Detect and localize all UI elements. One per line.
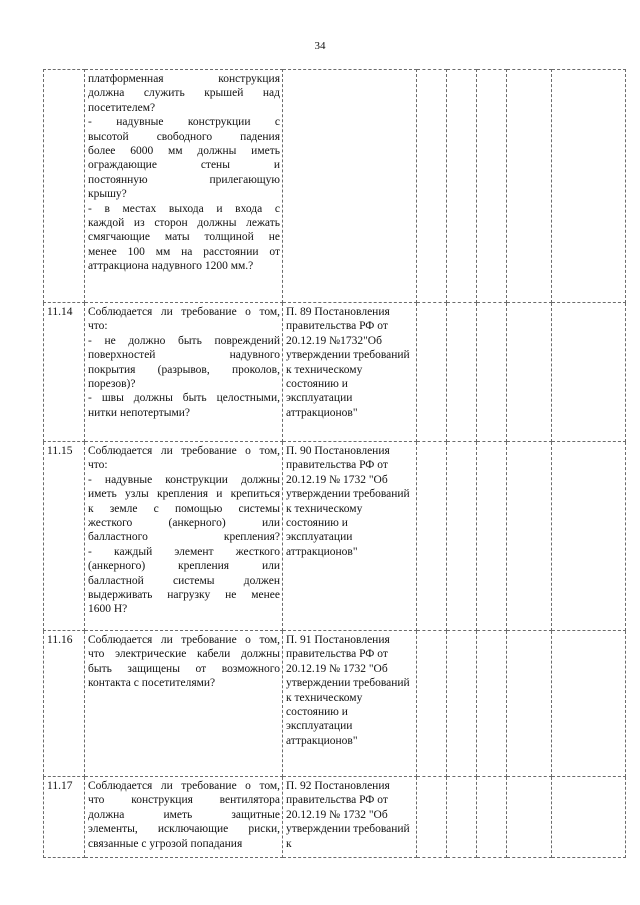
item-number: 11.15 [44,442,85,631]
requirement-question [85,631,283,777]
question-line: менее 100 мм на расстоянии от [88,245,280,258]
question-line: ограждающие стены и [88,159,280,172]
answer-cell[interactable] [447,777,477,858]
answer-cell[interactable] [417,70,447,303]
question-line: жесткого (анкерного) или [88,517,280,530]
answer-cell[interactable] [507,631,552,777]
table-row [44,442,626,631]
table-row [44,303,626,442]
legal-reference: П. 92 Постановления правительства РФ от 20.12.19 № 1732 "Об утверждении требований к [283,777,417,858]
question-line: крышу? [88,188,127,201]
answer-cell[interactable] [507,303,552,442]
answer-cell[interactable] [507,442,552,631]
requirement-question [85,442,283,631]
page-number: 34 [314,40,326,52]
question-line: - каждый элемент жесткого [88,545,280,558]
question-line: посетителем? [88,101,156,114]
answer-cell[interactable] [417,777,447,858]
answer-cell[interactable] [552,70,626,303]
answer-cell[interactable] [507,777,552,858]
item-number: 11.17 [44,777,85,858]
requirement-question [85,303,283,442]
question-line: Соблюдается ли требование о том, [88,306,280,318]
answer-cell[interactable] [447,303,477,442]
question-line: элементы, исключающие риски, [88,823,280,836]
answer-cell[interactable] [477,777,507,858]
answer-cell[interactable] [477,631,507,777]
answer-cell[interactable] [552,631,626,777]
question-line: - надувные конструкции с [88,116,280,129]
question-line: порезов)? [88,378,136,391]
question-line: иметь узлы крепления и крепиться [88,488,280,501]
question-line: контакта с посетителями? [88,677,216,690]
item-number: 11.14 [44,303,85,442]
legal-reference: П. 89 Постановления правительства РФ от 20.12.19 №1732"Об утверждении требований к техническому состоянию и эксплуатации аттракционов" [283,303,417,442]
question-line: - надувные конструкции должны [88,473,280,486]
legal-reference [283,70,417,303]
answer-cell[interactable] [447,631,477,777]
question-line: - швы должны быть целостными, [88,392,280,405]
question-line: должна служить крышей над [88,87,280,100]
question-line: 1600 Н? [88,603,128,616]
item-number [44,70,85,303]
answer-cell[interactable] [447,442,477,631]
answer-cell[interactable] [552,777,626,858]
requirement-question [85,70,283,303]
question-line: балластного крепления? [88,531,280,544]
requirement-question [85,777,283,858]
table-body [44,70,626,858]
question-line: что: [88,320,108,333]
question-line: каждой из сторон должны лежать [88,217,280,230]
question-line: что: [88,459,108,472]
question-line: (анкерного) крепления или [88,560,280,573]
question-line: балластной системы должен [88,574,280,587]
answer-cell[interactable] [417,303,447,442]
question-line: - не должно быть повреждений [88,334,280,347]
table-row [44,777,626,858]
legal-reference: П. 90 Постановления правительства РФ от 20.12.19 № 1732 "Об утверждении требований к техническому состоянию и эксплуатации аттракционов" [283,442,417,631]
question-line: покрытия (разрывов, проколов, [88,363,280,376]
question-line: платформенная конструкция [88,73,280,85]
answer-cell[interactable] [477,303,507,442]
answer-cell[interactable] [552,442,626,631]
question-line: выдерживать нагрузку не менее [88,589,280,602]
answer-cell[interactable] [477,70,507,303]
question-line: к земле с помощью системы [88,502,280,515]
question-line: аттракциона надувного 1200 мм.? [88,260,254,273]
answer-cell[interactable] [417,442,447,631]
question-line: Соблюдается ли требование о том, [88,780,280,792]
table-row [44,70,626,303]
question-line: что электрические кабели должны [88,648,280,661]
table-row [44,631,626,777]
legal-reference: П. 91 Постановления правительства РФ от 20.12.19 № 1732 "Об утверждении требований к техническому состоянию и эксплуатации аттракционов" [283,631,417,777]
question-line: высотой свободного падения [88,130,280,143]
question-line: более 6000 мм должны иметь [88,145,280,158]
answer-cell[interactable] [477,442,507,631]
question-line: должна иметь защитные [88,808,280,821]
question-line: быть защищены от возможного [88,662,280,675]
checklist-table [43,69,626,858]
question-line: Соблюдается ли требование о том, [88,445,280,457]
question-line: постоянную прилегающую [88,173,280,186]
question-line: что конструкция вентилятора [88,794,280,807]
question-line: поверхностей надувного [88,349,280,362]
question-line: Соблюдается ли требование о том, [88,634,280,646]
answer-cell[interactable] [552,303,626,442]
question-line: нитки непотертыми? [88,406,190,419]
answer-cell[interactable] [417,631,447,777]
item-number: 11.16 [44,631,85,777]
question-line: смягчающие маты толщиной не [88,231,280,244]
question-line: связанные с угрозой попадания [88,837,243,850]
answer-cell[interactable] [507,70,552,303]
answer-cell[interactable] [447,70,477,303]
question-line: - в местах выхода и входа с [88,202,280,215]
